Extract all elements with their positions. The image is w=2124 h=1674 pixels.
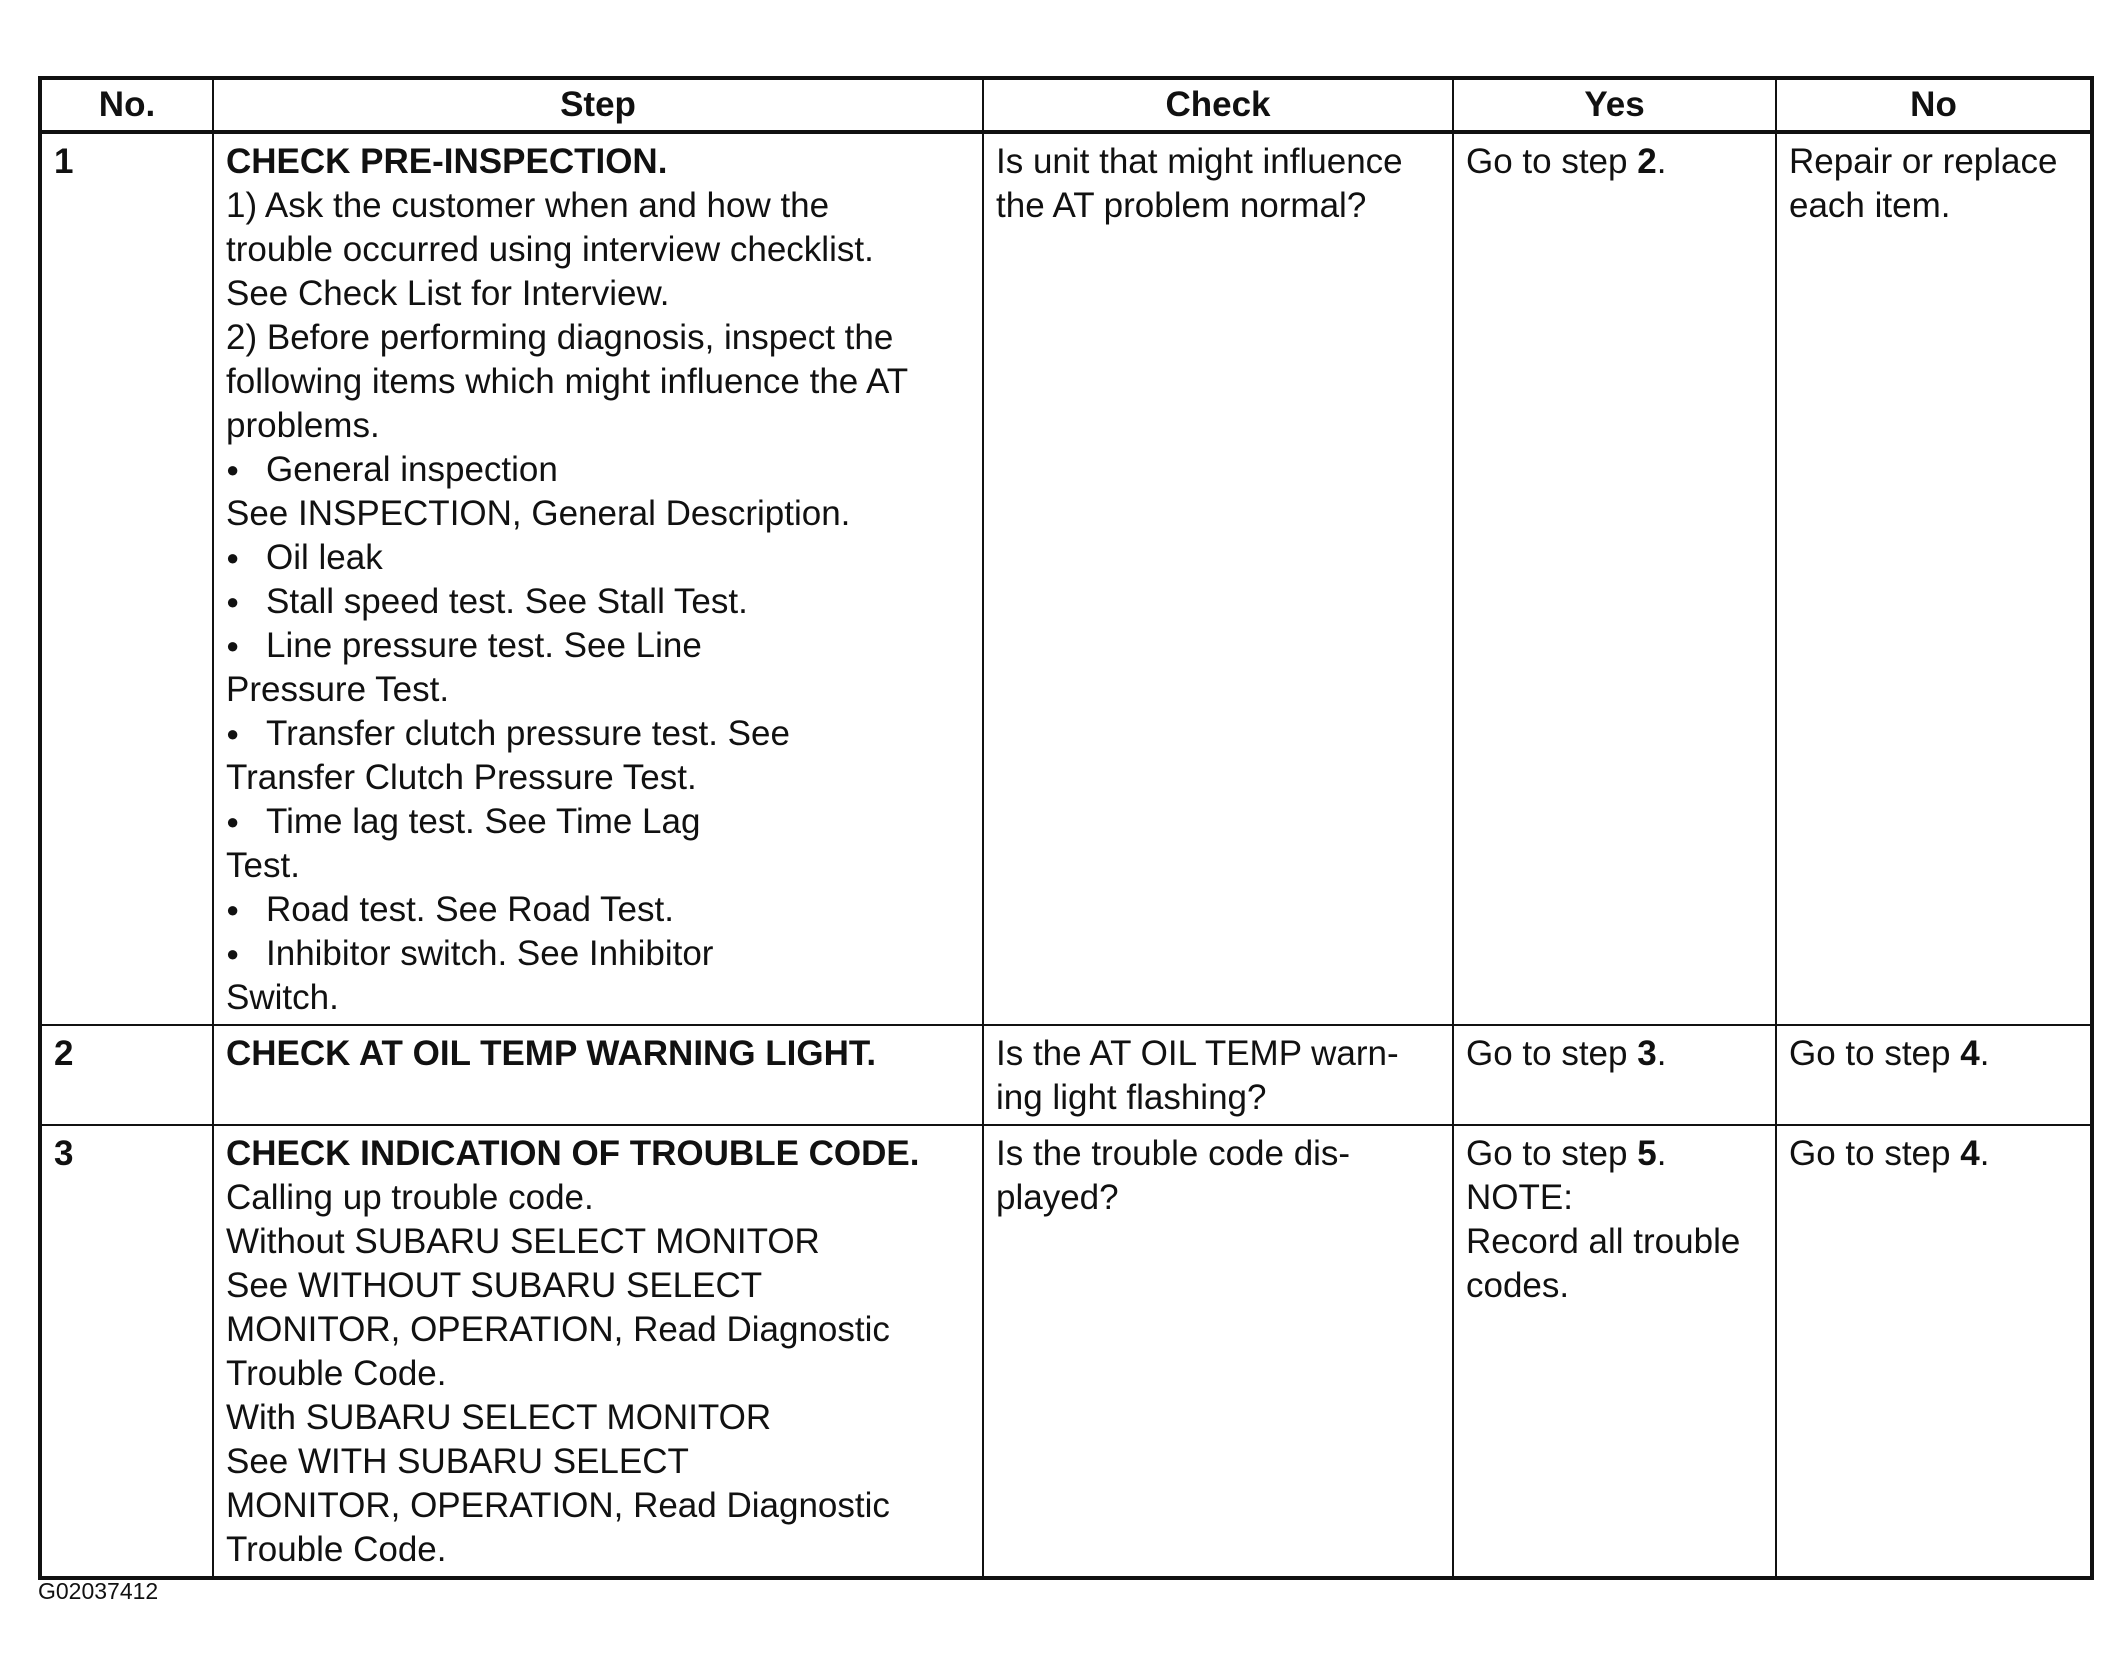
bullet-item: ● Transfer clutch pressure test. See xyxy=(226,712,970,756)
step-line: See WITHOUT SUBARU SELECT xyxy=(226,1266,763,1305)
yes-prefix: Go to step xyxy=(1466,1134,1638,1173)
yes-step-ref: 5 xyxy=(1637,1134,1657,1173)
bullet-item: ● Stall speed test. See Stall Test. xyxy=(226,580,970,624)
check-cell xyxy=(983,1025,1453,1125)
step-line: following items which might influence the AT xyxy=(226,362,909,401)
no-step-ref: 4 xyxy=(1960,1034,1980,1073)
yes-note-line: Record all trouble xyxy=(1466,1222,1741,1261)
table-row xyxy=(40,1125,2092,1578)
yes-result xyxy=(1466,1132,1763,1176)
step-line: With SUBARU SELECT MONITOR xyxy=(226,1398,772,1437)
step-line: Trouble Code. xyxy=(226,1530,447,1569)
step-line: Without SUBARU SELECT MONITOR xyxy=(226,1222,820,1261)
bullet-item: ● Time lag test. See Time Lag xyxy=(226,800,970,844)
yes-result xyxy=(1466,140,1763,184)
bullet-item: ● Inhibitor switch. See Inhibitor xyxy=(226,932,970,976)
no-cell xyxy=(1776,1125,2092,1578)
step-line: See Check List for Interview. xyxy=(226,274,670,313)
check-line: played? xyxy=(996,1178,1119,1217)
header-no: No. xyxy=(40,78,213,132)
table-header-row xyxy=(40,78,2092,132)
step-line: 1) Ask the customer when and how the xyxy=(226,186,830,225)
yes-cell xyxy=(1453,1125,1776,1578)
check-line: Is the trouble code dis- xyxy=(996,1134,1351,1173)
yes-step-ref: 3 xyxy=(1637,1034,1657,1073)
step-line: 2) Before performing diagnosis, inspect the xyxy=(226,318,894,357)
step-line: Switch. xyxy=(226,978,339,1017)
check-cell xyxy=(983,132,1453,1025)
yes-result xyxy=(1466,1032,1763,1076)
step-line: Calling up trouble code. xyxy=(226,1178,594,1217)
no-suffix: . xyxy=(1979,1134,1990,1173)
table-row xyxy=(40,1025,2092,1125)
bullet-item: ● Oil leak xyxy=(226,536,970,580)
check-cell xyxy=(983,1125,1453,1578)
no-step-ref: 4 xyxy=(1960,1134,1980,1173)
step-line: Test. xyxy=(226,846,300,885)
no-line: Repair or replace xyxy=(1789,142,2058,181)
table-row xyxy=(40,132,2092,1025)
step-number: 1 xyxy=(40,132,213,1025)
step-line: Trouble Code. xyxy=(226,1354,447,1393)
header-step: Step xyxy=(213,78,983,132)
check-line: the AT problem normal? xyxy=(996,186,1367,225)
no-result xyxy=(1789,1032,2078,1076)
no-prefix: Go to step xyxy=(1789,1134,1961,1173)
step-line: See WITH SUBARU SELECT xyxy=(226,1442,689,1481)
step-title: CHECK PRE-INSPECTION. xyxy=(226,142,668,181)
bullet-item: ● Road test. See Road Test. xyxy=(226,888,970,932)
check-line: ing light flashing? xyxy=(996,1078,1267,1117)
step-line: problems. xyxy=(226,406,380,445)
yes-cell xyxy=(1453,1025,1776,1125)
no-prefix: Go to step xyxy=(1789,1034,1961,1073)
header-check: Check xyxy=(983,78,1453,132)
header-yes: Yes xyxy=(1453,78,1776,132)
check-line: Is the AT OIL TEMP warn- xyxy=(996,1034,1399,1073)
step-number: 2 xyxy=(40,1025,213,1125)
step-line: Transfer Clutch Pressure Test. xyxy=(226,758,697,797)
yes-suffix: . xyxy=(1656,1034,1667,1073)
step-cell xyxy=(213,132,983,1025)
step-line: MONITOR, OPERATION, Read Diagnostic xyxy=(226,1310,890,1349)
no-cell xyxy=(1776,132,2092,1025)
no-result xyxy=(1789,1132,2078,1176)
step-title: CHECK INDICATION OF TROUBLE CODE. xyxy=(226,1134,920,1173)
yes-note-line: NOTE: xyxy=(1466,1178,1573,1217)
header-no-result: No xyxy=(1776,78,2092,132)
yes-step-ref: 2 xyxy=(1637,142,1657,181)
bullet-item: ● Line pressure test. See Line xyxy=(226,624,970,668)
bullet-item: ● General inspection xyxy=(226,448,970,492)
step-cell xyxy=(213,1025,983,1125)
step-line: Pressure Test. xyxy=(226,670,450,709)
diagnostic-table xyxy=(38,76,2094,1580)
check-line: Is unit that might influence xyxy=(996,142,1403,181)
yes-prefix: Go to step xyxy=(1466,142,1638,181)
no-suffix: . xyxy=(1979,1034,1990,1073)
step-title: CHECK AT OIL TEMP WARNING LIGHT. xyxy=(226,1034,877,1073)
step-line: trouble occurred using interview checklist. xyxy=(226,230,874,269)
step-line: See INSPECTION, General Description. xyxy=(226,494,851,533)
yes-cell xyxy=(1453,132,1776,1025)
step-line: MONITOR, OPERATION, Read Diagnostic xyxy=(226,1486,890,1525)
yes-suffix: . xyxy=(1656,142,1667,181)
yes-suffix: . xyxy=(1656,1134,1667,1173)
no-line: each item. xyxy=(1789,186,1951,225)
step-number: 3 xyxy=(40,1125,213,1578)
no-cell xyxy=(1776,1025,2092,1125)
yes-prefix: Go to step xyxy=(1466,1034,1638,1073)
figure-id: G02037412 xyxy=(38,1578,159,1604)
yes-note-line: codes. xyxy=(1466,1266,1570,1305)
step-cell xyxy=(213,1125,983,1578)
